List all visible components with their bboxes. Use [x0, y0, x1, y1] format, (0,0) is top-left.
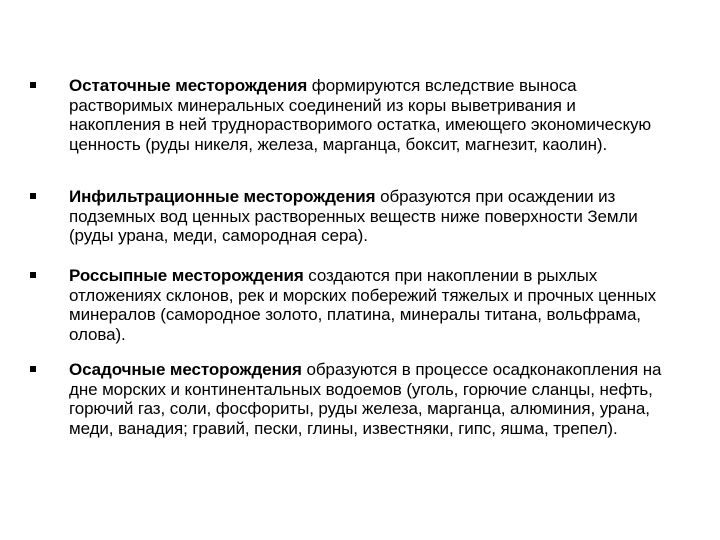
item-term: Остаточные месторождения	[69, 76, 308, 95]
item-text	[69, 76, 669, 154]
bullet-icon	[30, 272, 36, 278]
item-description: образуются при осаждении из подземных вод ценных растворенных веществ ниже поверхности Земли (руды урана, меди, самородная сера).	[69, 187, 638, 245]
bullet-icon	[30, 366, 36, 372]
item-description: формируются вследствие выноса растворимых минеральных соединений из коры выветривания и накопления в ней труднорастворимого остатка, имеющего экономическую ценность (руды никеля, железа, марганца, боксит, магнезит, каолин).	[69, 76, 652, 154]
item-text	[69, 187, 669, 246]
bullet-icon	[30, 193, 36, 199]
item-term: Инфильтрационные месторождения	[69, 187, 376, 206]
item-term: Осадочные месторождения	[69, 360, 302, 379]
item-term: Россыпные месторождения	[69, 266, 304, 285]
item-text	[69, 360, 669, 438]
bullet-icon	[30, 82, 36, 88]
item-description: создаются при накоплении в рыхлых отложениях склонов, рек и морских побережий тяжелых и прочных ценных минералов (самородное золото, платина, минералы титана, вольфрама, олова).	[69, 266, 656, 344]
item-description: образуются в процессе осадконакопления на дне морских и континентальных водоемов (уголь, горючие сланцы, нефть, горючий газ, соли, фосфориты, руды железа, марганца, алюминия, урана, меди, ванадия; гравий, пески, глины, известняки, гипс, яшма, трепел).	[69, 360, 662, 438]
item-text	[69, 266, 669, 344]
